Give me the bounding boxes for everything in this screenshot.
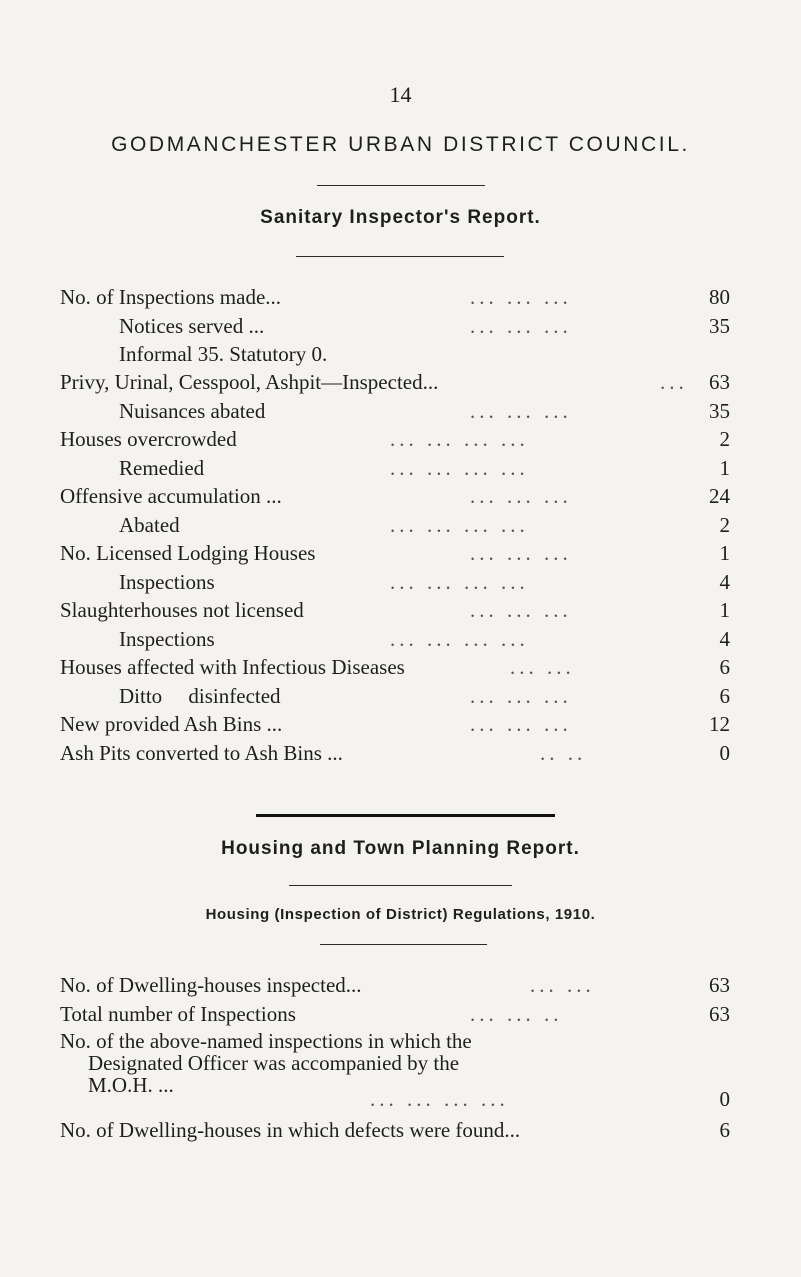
row-value: 4 <box>719 627 730 651</box>
leader-dots: ... ... .. <box>470 1002 563 1026</box>
row-value: 1 <box>719 541 730 565</box>
leader-dots: ... ... ... <box>470 712 572 736</box>
row-value: 6 <box>719 1118 730 1142</box>
divider <box>289 885 512 886</box>
leader-dots: ... ... ... <box>470 399 572 423</box>
row-value: 2 <box>719 513 730 537</box>
row-label: Inspections <box>119 627 215 651</box>
sanitary-report-heading: Sanitary Inspector's Report. <box>260 207 541 228</box>
leader-dots: .. .. <box>540 741 587 765</box>
report-row <box>60 483 730 509</box>
row-label: Privy, Urinal, Cesspool, Ashpit—Inspected... <box>60 370 439 394</box>
row-label: Offensive accumulation ... <box>60 484 282 508</box>
row-value: 6 <box>719 655 730 679</box>
paragraph-line: No. of the above-named inspections in which the <box>60 1029 472 1053</box>
row-label: Notices served ... <box>119 314 265 338</box>
report-row <box>60 1001 730 1027</box>
report-row <box>60 512 730 538</box>
housing-report-heading: Housing and Town Planning Report. <box>221 838 580 859</box>
leader-dots: ... ... ... ... <box>390 513 529 537</box>
row-value: 63 <box>709 1002 730 1026</box>
row-value: 35 <box>709 314 730 338</box>
leader-dots: ... ... ... <box>470 285 572 309</box>
row-label: Abated <box>119 513 180 537</box>
regulations-subheading: Housing (Inspection of District) Regulations, 1910. <box>205 906 596 923</box>
leader-dots: ... ... ... <box>470 684 572 708</box>
leader-dots: ... ... <box>510 655 575 679</box>
report-row <box>60 1117 730 1143</box>
row-value: 0 <box>719 741 730 765</box>
leader-dots: ... ... ... ... <box>390 570 529 594</box>
council-title: GODMANCHESTER URBAN DISTRICT COUNCIL. <box>111 133 690 156</box>
row-label: Inspections <box>119 570 215 594</box>
report-row <box>60 426 730 452</box>
report-row <box>60 740 730 766</box>
leader-dots: ... ... ... <box>470 598 572 622</box>
row-value: 24 <box>709 484 730 508</box>
row-label: Houses overcrowded <box>60 427 237 451</box>
row-value: 0 <box>719 1087 730 1111</box>
row-label: Ditto disinfected <box>119 684 281 708</box>
report-row <box>60 597 730 623</box>
report-row <box>60 369 730 395</box>
informal-note: Informal 35. Statutory 0. <box>119 342 328 366</box>
row-value: 63 <box>709 973 730 997</box>
page-number: 14 <box>389 82 412 107</box>
report-row <box>60 711 730 737</box>
leader-dots: ... ... ... <box>470 541 572 565</box>
divider <box>320 944 487 945</box>
leader-dots: ... ... ... <box>470 484 572 508</box>
row-label: No. of Dwelling-houses inspected... <box>60 973 362 997</box>
row-value: 12 <box>709 712 730 736</box>
row-value: 1 <box>719 456 730 480</box>
leader-dots: ... ... ... <box>470 314 572 338</box>
row-label: Remedied <box>119 456 205 480</box>
row-label: Houses affected with Infectious Diseases <box>60 655 405 679</box>
row-value: 63 <box>709 370 730 394</box>
report-row <box>60 1086 730 1112</box>
report-row <box>60 654 730 680</box>
row-value: 80 <box>709 285 730 309</box>
report-row <box>60 626 730 652</box>
leader-dots: ... <box>660 370 688 394</box>
report-row <box>60 540 730 566</box>
row-value: 2 <box>719 427 730 451</box>
row-label: Total number of Inspections <box>60 1002 296 1026</box>
row-label: No. Licensed Lodging Houses <box>60 541 316 565</box>
leader-dots: ... ... ... ... <box>390 427 529 451</box>
report-row <box>60 569 730 595</box>
row-label: No. of Dwelling-houses in which defects were found... <box>60 1118 521 1142</box>
report-row <box>60 398 730 424</box>
report-row <box>60 972 730 998</box>
row-value: 4 <box>719 570 730 594</box>
report-row <box>60 455 730 481</box>
row-label: New provided Ash Bins ... <box>60 712 283 736</box>
row-label: Nuisances abated <box>119 399 266 423</box>
row-label: Ash Pits converted to Ash Bins ... <box>60 741 343 765</box>
row-value: 6 <box>719 684 730 708</box>
leader-dots: ... ... ... ... <box>390 627 529 651</box>
leader-dots: ... ... <box>530 973 595 997</box>
paragraph-line: M.O.H. ... <box>88 1073 174 1097</box>
report-row <box>60 683 730 709</box>
row-label: No. of Inspections made... <box>60 285 282 309</box>
divider <box>317 185 485 186</box>
divider <box>296 256 504 257</box>
paragraph-line: Designated Officer was accompanied by the <box>88 1051 460 1075</box>
leader-dots: ... ... ... ... <box>390 456 529 480</box>
row-value: 1 <box>719 598 730 622</box>
report-row <box>60 313 730 339</box>
row-value: 35 <box>709 399 730 423</box>
divider <box>256 814 555 817</box>
row-label: Slaughterhouses not licensed <box>60 598 304 622</box>
leader-dots: ... ... ... ... <box>370 1087 509 1111</box>
report-row <box>60 284 730 310</box>
